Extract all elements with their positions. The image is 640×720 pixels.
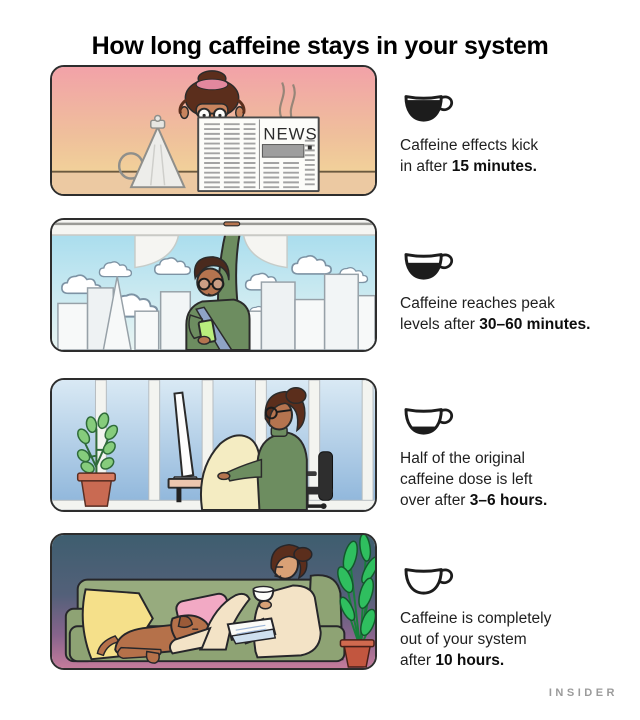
step-caption: Half of the original caffeine dose is left over after 3–6 hours.: [400, 450, 548, 510]
coffee-cup-icon: [400, 89, 454, 126]
panel-morning-newspaper: [50, 65, 377, 196]
brand-logo: INSIDER: [548, 687, 618, 699]
evening-illustration: [52, 535, 375, 668]
coffee-cup-icon: [400, 562, 454, 599]
step-caption: Caffeine is completely out of your system after 10 hours.: [400, 610, 552, 670]
morning-illustration: [52, 67, 375, 194]
office-illustration: [52, 380, 375, 510]
timeline-step: [400, 247, 615, 335]
coffee-cup-icon: [400, 402, 454, 439]
newspaper: [198, 117, 319, 191]
news-headline: NEWS: [263, 124, 318, 144]
commute-illustration: [52, 220, 375, 350]
coffee-cup-icon: [400, 247, 454, 284]
timeline-step: [400, 89, 615, 177]
timeline-step: [400, 562, 615, 671]
step-caption: Caffeine reaches peak levels after 30–60 minutes.: [400, 295, 591, 334]
panel-evening-couch: [50, 533, 377, 670]
panel-commute-train: [50, 218, 377, 352]
step-caption: Caffeine effects kick in after 15 minutes.: [400, 137, 539, 176]
page-title: How long caffeine stays in your system: [91, 31, 549, 60]
train-handrail: [52, 220, 375, 236]
timeline-step: [400, 402, 615, 511]
panel-office-desk: [50, 378, 377, 512]
